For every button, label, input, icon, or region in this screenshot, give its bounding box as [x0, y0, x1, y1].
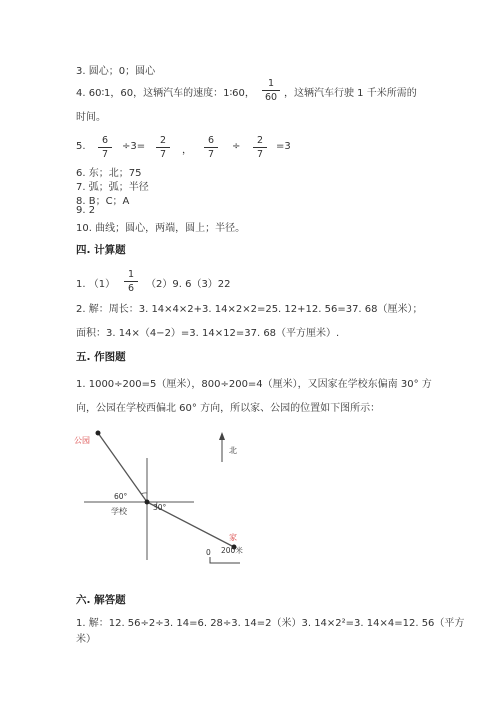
fraction-numerator: 1: [127, 269, 135, 280]
park-point: [96, 431, 101, 436]
answer-4-line1-end: ，这辆汽车行驶 1 千米所需的: [284, 88, 417, 99]
answer-4-line1-start: 4. 60∶1，60，这辆汽车的速度：1∶60，: [76, 88, 255, 99]
fraction-denominator: 60: [264, 92, 278, 103]
angle-60-arc: [141, 493, 147, 494]
fraction-denominator: 7: [101, 149, 109, 160]
answer-5-result: =3: [276, 141, 291, 152]
drawing-answer-line2: 向，公园在学校西偏北 60° 方向，所以家、公园的位置如下图所示：: [76, 403, 381, 414]
school-label: 学校: [111, 507, 127, 516]
section-6-heading: 六. 解答题: [76, 594, 126, 606]
answer-5-comma: ，: [182, 145, 192, 156]
fraction-numerator: 6: [207, 135, 215, 146]
answer-9: 9. 2: [76, 205, 96, 216]
park-label: 公园: [74, 436, 90, 445]
school-point: [145, 500, 150, 505]
fraction-numerator: 6: [101, 135, 109, 146]
answer-3: 3. 圆心；0；圆心: [76, 66, 156, 77]
north-label: 北: [229, 446, 237, 455]
answer-6: 6. 东；北；75: [76, 168, 142, 179]
calc-2-line2: 面积：3. 14×（4−2）=3. 14×12=37. 68（平方厘米）.: [76, 328, 340, 339]
answer-7: 7. 弧；弧；半径: [76, 182, 149, 193]
fraction-denominator: 7: [207, 149, 215, 160]
answer-5-label: 5.: [76, 141, 86, 152]
answer-4-line2: 时间。: [76, 112, 106, 123]
solution-1-line2: 米）: [76, 634, 96, 645]
fraction-numerator: 2: [256, 135, 264, 146]
answer-5-divide: ÷3=: [122, 141, 146, 152]
fraction-denominator: 7: [256, 149, 264, 160]
calc-1-start: 1. （1）: [76, 279, 116, 290]
solution-1-line1: 1. 解：12. 56÷2÷3. 14=6. 28÷3. 14=2（米）3. 14×2²=3. 14×4=12. 56（平方: [76, 618, 465, 629]
fraction-denominator: 6: [127, 283, 135, 294]
section-5-heading: 五. 作图题: [76, 351, 126, 363]
angle-30-label: 30°: [153, 503, 167, 512]
fraction-denominator: 7: [159, 149, 167, 160]
section-4-heading: 四. 计算题: [76, 244, 126, 256]
drawing-answer-line1: 1. 1000÷200=5（厘米），800÷200=4（厘米），又因家在学校东偏南 30° 方: [76, 379, 432, 390]
answer-5-divide-2: ÷: [232, 141, 241, 152]
calc-2-line1: 2. 解：周长：3. 14×4×2+3. 14×2×2=25. 12+12. 56=37. 68（厘米）；: [76, 304, 423, 315]
angle-60-label: 60°: [114, 492, 128, 501]
scale-bar: [210, 557, 240, 563]
scale-label: 200米: [221, 546, 243, 555]
calc-1-end: （2）9. 6（3）22: [146, 279, 231, 290]
answer-10: 10. 曲线；圆心，两端，圆上；半径。: [76, 223, 246, 234]
scale-zero-label: 0: [206, 548, 211, 557]
home-label: 家: [229, 533, 237, 542]
answer-8: 8. B；C；A: [76, 196, 130, 207]
fraction-numerator: 2: [159, 135, 167, 146]
north-arrow-icon: [219, 432, 225, 440]
fraction-numerator: 1: [267, 78, 275, 89]
